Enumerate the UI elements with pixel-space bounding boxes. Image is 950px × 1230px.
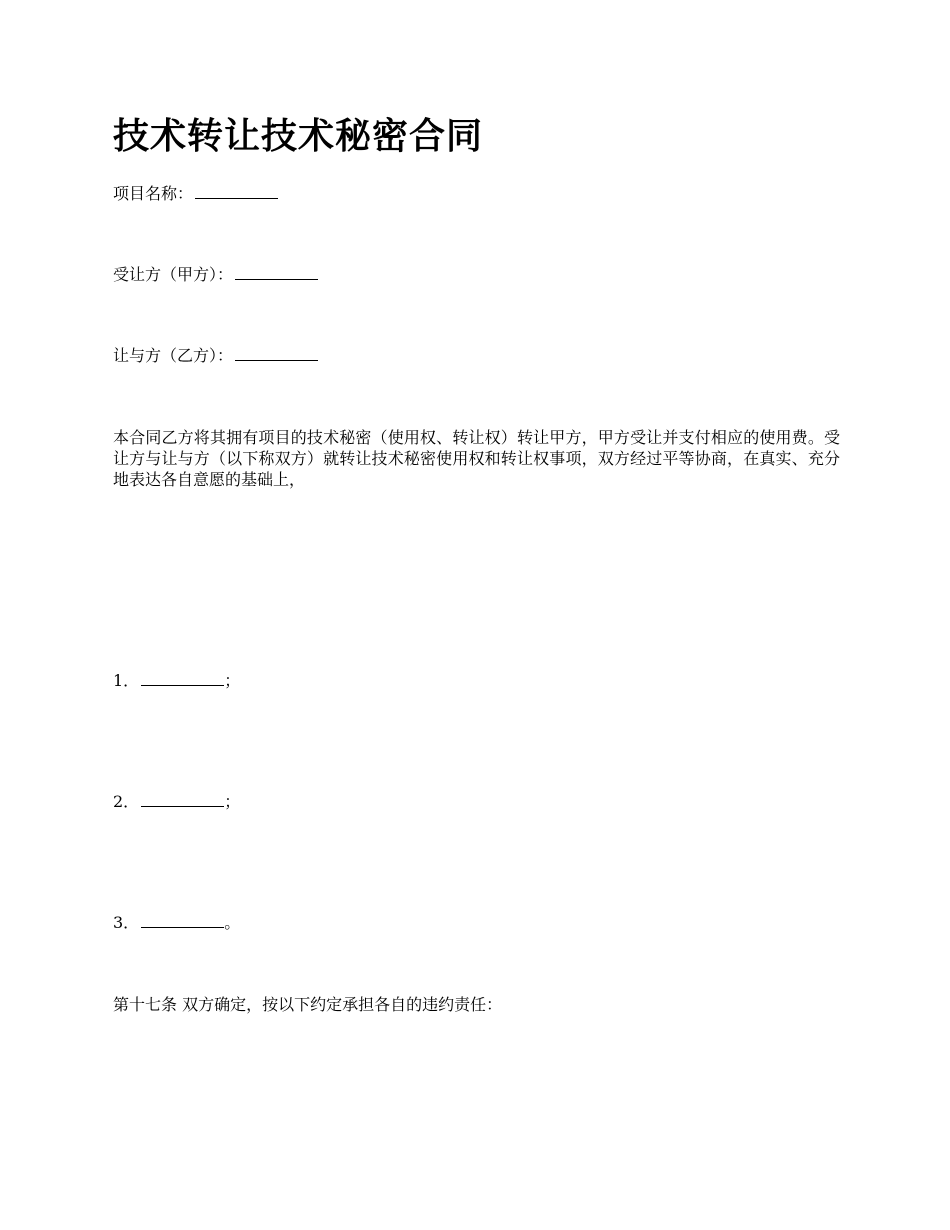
list-item-number: 2．	[113, 792, 140, 811]
party-a-blank	[235, 265, 318, 280]
list-item-blank	[141, 792, 224, 807]
list-item-blank	[141, 913, 224, 928]
list-item-end: ；	[224, 671, 241, 690]
article-17: 第十七条 双方确定，按以下约定承担各自的违约责任：	[113, 995, 503, 1014]
list-item	[113, 670, 240, 691]
document-title: 技术转让技术秘密合同	[113, 115, 484, 157]
project-name-blank	[195, 184, 278, 199]
party-a-line	[113, 264, 318, 285]
party-b-label: 让与方（乙方）：	[113, 346, 234, 365]
list-item	[113, 912, 240, 933]
list-item	[113, 791, 240, 812]
list-item-number: 1．	[113, 671, 140, 690]
project-name-line	[113, 183, 278, 204]
party-b-blank	[235, 346, 318, 361]
project-name-label: 项目名称：	[113, 184, 194, 203]
list-item-end: 。	[224, 913, 241, 932]
party-a-label: 受让方（甲方）：	[113, 265, 234, 284]
party-b-line	[113, 345, 318, 366]
list-item-number: 3．	[113, 913, 140, 932]
intro-paragraph: 本合同乙方将其拥有项目的技术秘密（使用权、转让权）转让甲方，甲方受让并支付相应的使用费。受让方与让与方（以下称双方）就转让技术秘密使用权和转让权事项，双方经过平等协商，在真实、充分地表达各自意愿的基础上，	[113, 428, 840, 489]
list-item-end: ；	[224, 792, 241, 811]
list-item-blank	[141, 671, 224, 686]
